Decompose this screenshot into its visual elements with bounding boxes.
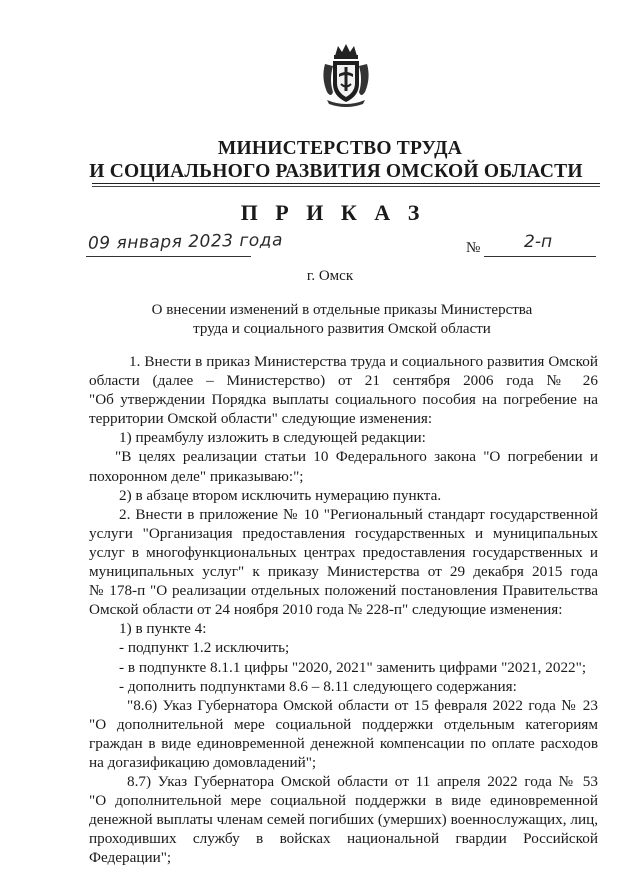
body-line: области (далее – Министерство) от 21 сентября 2006 года № 26	[89, 372, 598, 390]
document-type-title: П Р И К А З	[240, 200, 426, 225]
ministry-name-line1: МИНИСТЕРСТВО ТРУДА	[217, 138, 463, 159]
body-line: 1. Внести в приказ Министерства труда и социального развития Омской	[129, 353, 598, 370]
date-underline	[86, 256, 251, 257]
body-line: территории Омской области" следующие изменения:	[89, 410, 433, 428]
body-line: 8.7) Указ Губернатора Омской области от 11 апреля 2022 года № 53	[127, 773, 598, 791]
body-line: - в подпункте 8.1.1 цифры "2020, 2021" заменить цифрами "2021, 2022";	[119, 658, 587, 676]
order-number: 2-п	[524, 232, 553, 252]
body-line: проходивших службу в войсках национальной гвардии Российской	[89, 830, 598, 848]
body-line: услуги "Организация предоставления государственных и муниципальных	[89, 524, 598, 542]
body-line: Федерации";	[89, 849, 172, 867]
body-line: Омской области от 24 ноября 2010 года № 228-п" следующие изменения:	[89, 601, 563, 619]
body-line: "8.6) Указ Губернатора Омской области от 15 февраля 2022 года № 23	[127, 696, 598, 714]
body-line: "Об утверждении Порядка выплаты социального пособия на погребение на	[89, 391, 598, 409]
city: г. Омск	[306, 268, 354, 284]
body-line: муниципальных услуг" к приказу Министерства от 29 декабря 2015 года	[89, 563, 598, 581]
order-date: 09 января 2023 года	[87, 230, 284, 254]
body-line: услуг в многофункциональных центрах предоставления государственных и	[89, 543, 598, 561]
body-line: на догазификацию домовладений";	[89, 753, 317, 771]
ministry-name-line2: И СОЦИАЛЬНОГО РАЗВИТИЯ ОМСКОЙ ОБЛАСТИ	[89, 161, 583, 182]
body-line: граждан в виде единовременной денежной компенсации по оплате расходов	[89, 734, 598, 752]
coat-of-arms-icon	[319, 42, 373, 108]
subject-line2: труда и социального развития Омской области	[193, 321, 491, 337]
order-body	[89, 352, 598, 868]
body-line: 1) в пункте 4:	[119, 620, 207, 638]
header-divider-thin	[92, 186, 600, 187]
body-line: № 178-п "О реализации отдельных положений постановления Правительства	[89, 582, 598, 600]
body-line: похоронном деле" приказываю:";	[89, 467, 304, 485]
body-line: 1) преамбулу изложить в следующей редакции:	[119, 429, 426, 447]
number-label: №	[466, 240, 481, 256]
body-line: - дополнить подпунктами 8.6 – 8.11 следующего содержания:	[119, 677, 517, 695]
body-line: "О дополнительной мере социальной поддержки в виде единовременной	[89, 792, 598, 810]
header-divider	[92, 183, 600, 184]
body-line: "О дополнительной мере социальной поддержки отдельным категориям	[89, 715, 598, 733]
body-line: - подпункт 1.2 исключить;	[119, 639, 290, 657]
body-line: 2) в абзаце втором исключить нумерацию пункта.	[119, 486, 442, 504]
body-line: "В целях реализации статьи 10 Федерального закона "О погребении и	[115, 448, 598, 466]
number-underline	[484, 256, 596, 257]
body-line: 2. Внести в приложение № 10 "Региональный стандарт государственной	[119, 505, 598, 523]
body-line: денежной выплаты членам семей погибших (умерших) военнослужащих, лиц,	[89, 811, 598, 829]
subject-line1: О внесении изменений в отдельные приказы Министерства	[151, 302, 533, 318]
